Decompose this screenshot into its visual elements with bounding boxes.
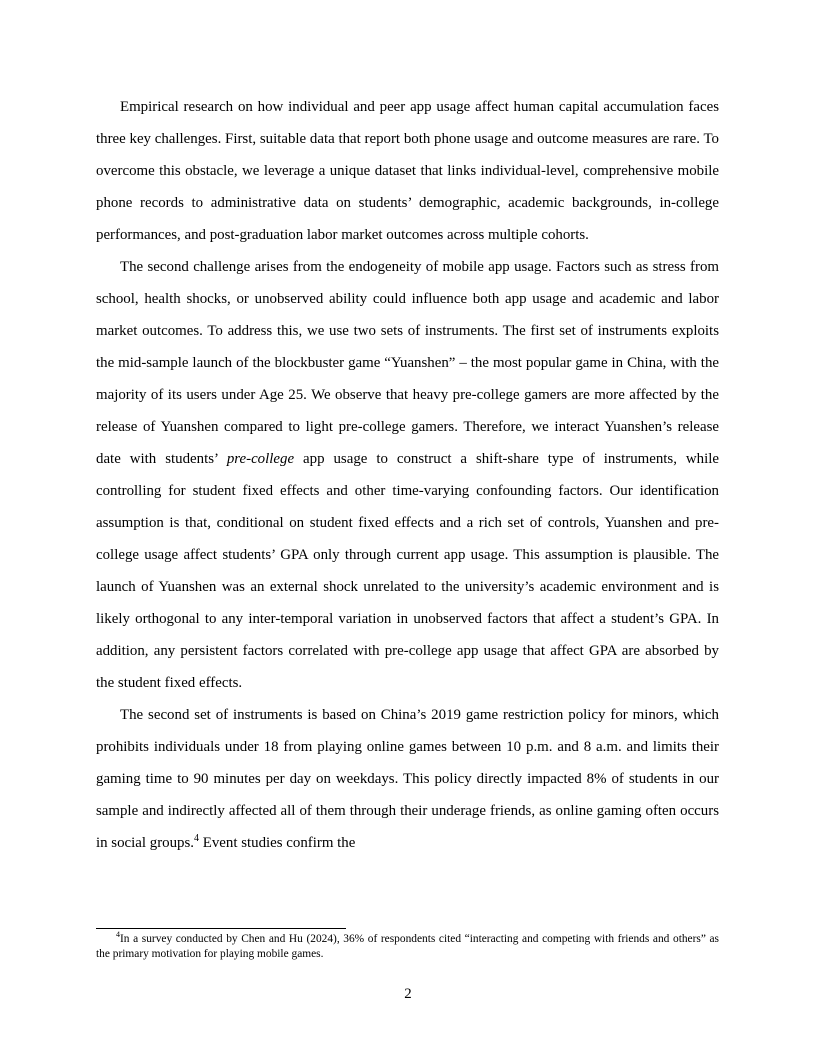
page-number: 2 (404, 986, 412, 1002)
footnote-text: In a survey conducted by Chen and Hu (2024), 36% of respondents cited “interacting and competing with friends and others” as the primary motivation for playing mobile games. (96, 933, 719, 960)
paragraph-2 (96, 251, 719, 699)
paragraph-3 (96, 699, 719, 859)
footnote-4 (96, 932, 719, 962)
paragraph-2-text-a: The second challenge arises from the endogeneity of mobile app usage. Factors such as stress from school, health shocks, or unobserved ability could influence both app usage and academic and labor market outcomes. To address this, we use two sets of instruments. The first set of instruments exploits the mid-sample launch of the blockbuster game “Yuanshen” – the most popular game in China, with the majority of its users under Age 25. We observe that heavy pre-college gamers are more affected by the release of Yuanshen compared to light pre-college gamers. Therefore, we interact Yuanshen’s release date with students’ (96, 259, 719, 467)
main-text (96, 91, 719, 859)
footnote-mark: 4 (116, 930, 120, 940)
paragraph-3-text-b: Event studies confirm the (199, 835, 356, 851)
paragraph-2-italic-term: pre-college (226, 451, 295, 467)
footnote-divider (96, 928, 346, 929)
paragraph-1 (96, 91, 719, 251)
paragraph-2-text-b: app usage to construct a shift-share type of instruments, while controlling for student fixed effects and other time-varying confounding factors. Our identification assumption is that, conditional on student fixed effects and a rich set of controls, Yuanshen and pre-college usage affect students’ GPA only through current app usage. This assumption is plausible. The launch of Yuanshen was an external shock unrelated to the university’s academic environment and is likely orthogonal to any inter-temporal variation in unobserved factors that affect a student’s GPA. In addition, any persistent factors correlated with pre-college app usage that affect GPA are absorbed by the student fixed effects. (96, 451, 719, 691)
paragraph-1-text: Empirical research on how individual and peer app usage affect human capital accumulation faces three key challenges. First, suitable data that report both phone usage and outcome measures are rare. To overcome this obstacle, we leverage a unique dataset that links individual-level, comprehensive mobile phone records to administrative data on students’ demographic, academic backgrounds, in-college performances, and post-graduation labor market outcomes across multiple cohorts. (96, 99, 719, 243)
footnote-reference-4: 4 (194, 833, 200, 845)
paragraph-3-text-a: The second set of instruments is based on China’s 2019 game restriction policy for minors, which prohibits individuals under 18 from playing online games between 10 p.m. and 8 a.m. and limits their gaming time to 90 minutes per day on weekdays. This policy directly impacted 8% of students in our sample and indirectly affected all of them through their underage friends, as online gaming often occurs in social groups. (96, 707, 719, 851)
